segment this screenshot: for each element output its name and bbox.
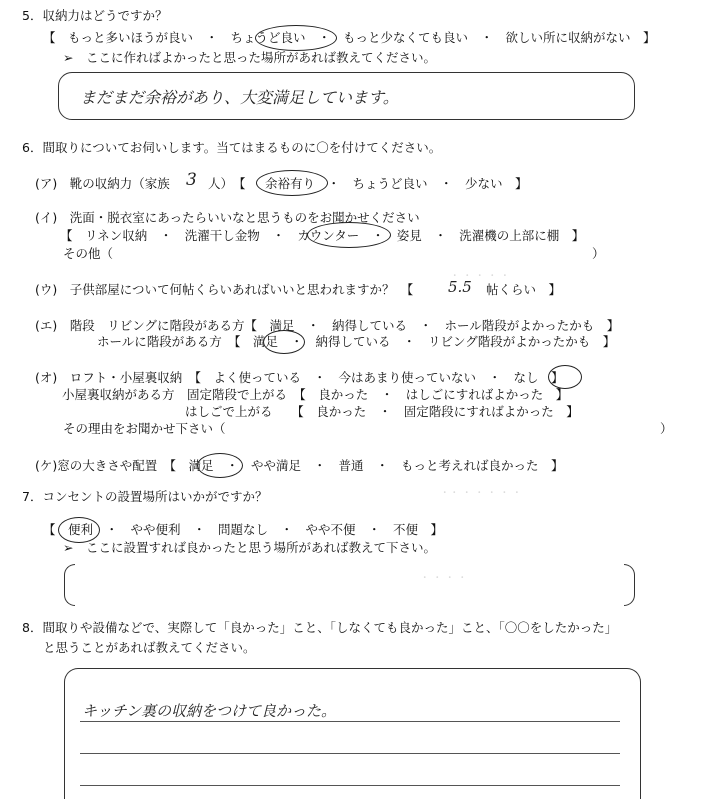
- q6-a-options: 余裕有り ・ ちょうど良い ・ 少ない 】: [265, 176, 528, 191]
- q8-answer-box: [64, 668, 641, 799]
- q5-options: 【 もっと多いほうが良い ・ ちょうど良い ・ もっと少なくても良い ・ 欲しい所に収納がない 】: [43, 30, 656, 45]
- q8-answer-rule: [80, 721, 620, 722]
- q6-u-suffix: 帖くらい 】: [486, 282, 562, 297]
- q6-o-line2: 小屋裏収納がある方 固定階段で上がる 【 良かった ・ はしごにすればよかった 】: [62, 387, 569, 402]
- q6-o-line4: その理由をお聞かせ下さい（: [63, 421, 226, 436]
- show-through-text: ・ ・ ・ ・: [420, 573, 468, 584]
- q7-prompt: ➢ ここに設置すれば良かったと思う場所があれば教えて下さい。: [63, 540, 436, 555]
- q7-title: 7．コンセントの設置場所はいかがですか？: [22, 489, 268, 504]
- q6-o-line3: はしごで上がる 【 良かった ・ 固定階段にすればよかった 】: [185, 404, 579, 419]
- q8-title-line1: 8．間取りや設備などで、実際して「良かった」こと、「しなくても良かった」こと、「〇〇をしたかった」: [22, 620, 618, 635]
- show-through-text: ・・ ・ ・ ・ ・ ・: [440, 488, 522, 499]
- q6-i-other-close: ）: [592, 246, 605, 261]
- q6-u-label: (ウ) 子供部屋について何帖くらいあればいいと思われますか？ 【: [35, 282, 414, 297]
- q6-e-line2: ホールに階段がある方 【 満足 ・ 納得している ・ リビング階段がよかったかも 】: [97, 334, 616, 349]
- q7-answer-box-right: [624, 564, 635, 606]
- q7-answer-box-left: [64, 564, 75, 606]
- q5-title: 5．収納力はどうですか？: [22, 8, 168, 23]
- q6-a-after-count: 人） 【: [208, 176, 246, 191]
- show-through-text: ・ ・ ・ ・ ・: [450, 271, 510, 282]
- q6-i-options: 【 リネン収納 ・ 洗濯干し金物 ・ カウンター ・ 姿見 ・ 洗濯機の上部に棚 】: [60, 228, 585, 243]
- q8-handwritten-answer: キッチン裏の収納をつけて良かった。: [82, 702, 336, 720]
- q8-answer-rule: [80, 785, 620, 786]
- q6-i-other: その他（: [63, 246, 114, 261]
- q8-title-line2: と思うことがあれば教えてください。: [43, 640, 256, 655]
- q6-o-line4-close: ）: [660, 421, 673, 436]
- q6-i-label: (イ) 洗面・脱衣室にあったらいいなと思うものをお聞かせください: [35, 210, 420, 225]
- q6-u-answer: 5.5: [448, 278, 472, 296]
- q5-handwritten-answer: まだまだ余裕があり、大変満足しています。: [80, 88, 399, 107]
- q6-o-line1: (オ) ロフト・小屋裏収納 【 よく使っている ・ 今はあまり使っていない ・ なし 】: [35, 370, 564, 385]
- q6-a-family-count: 3: [186, 170, 197, 190]
- q6-ke-line: (ケ)窓の大きさや配置 【 満足 ・ やや満足 ・ 普通 ・ もっと考えれば良かった 】: [35, 458, 564, 473]
- q8-answer-rule: [80, 753, 620, 754]
- q6-e-line1: (エ) 階段 リビングに階段がある方【 満足 ・ 納得している ・ ホール階段がよかったかも 】: [35, 318, 620, 333]
- q6-a-label: (ア) 靴の収納力（家族: [35, 176, 170, 191]
- q5-prompt: ➢ ここに作ればよかったと思った場所があれば教えてください。: [63, 50, 436, 65]
- q6-title: 6．間取りについてお伺いします。当てはまるものに〇を付けてください。: [22, 140, 442, 155]
- q7-options: 【 便利 ・ やや便利 ・ 問題なし ・ やや不便 ・ 不便 】: [43, 522, 444, 537]
